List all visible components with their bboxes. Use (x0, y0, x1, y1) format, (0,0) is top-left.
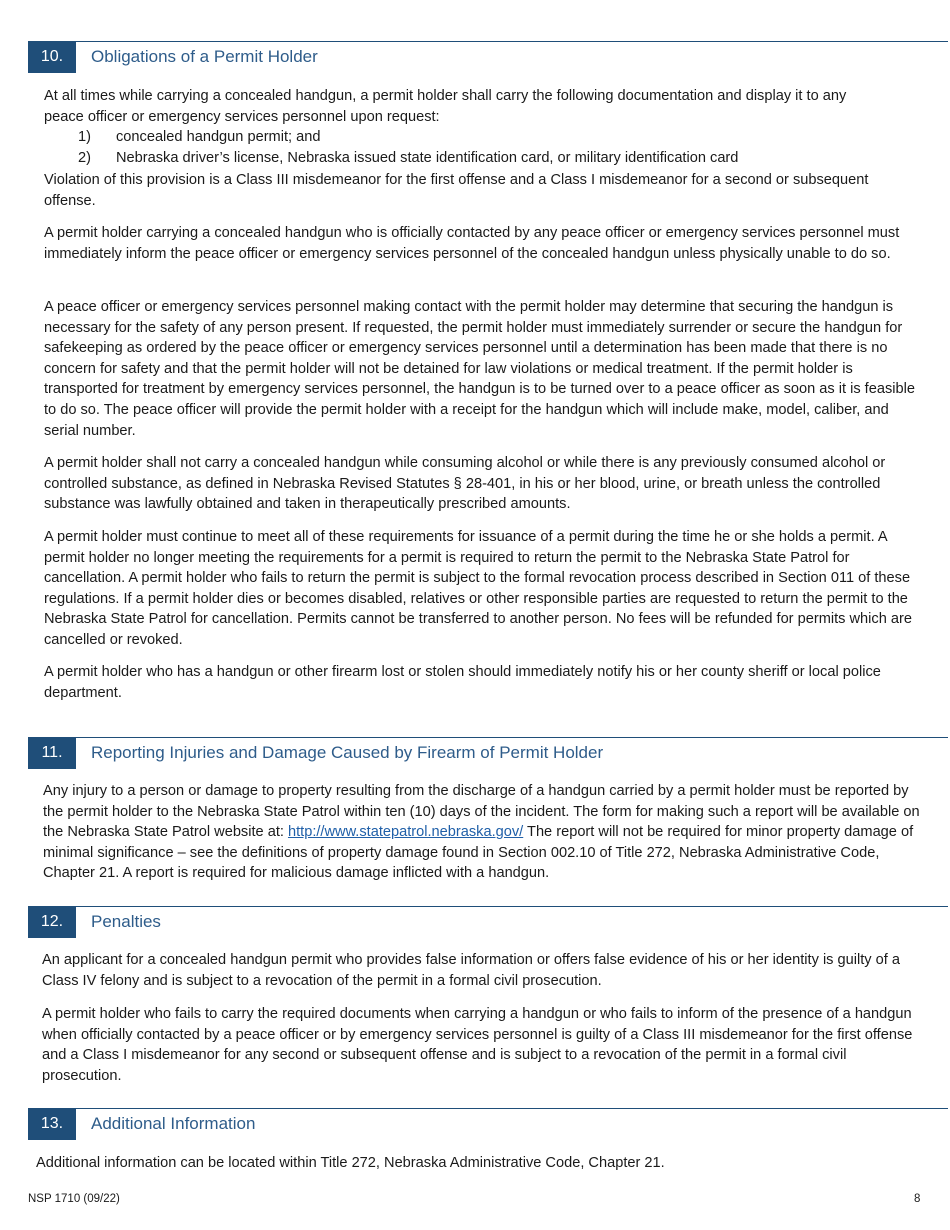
section-12-header (28, 906, 948, 938)
footer-form-number: NSP 1710 (09/22) (28, 1193, 120, 1205)
list-item-number: 1) (78, 129, 91, 145)
state-patrol-website-link[interactable]: http://www.statepatrol.nebraska.gov/ (287, 824, 524, 841)
paragraph-text: The report will not be required for minor property damage of minimal significance – see the definitions of property damage found in Section 002.10 of Title 272, Nebraska Administrative Code, Chapter 21. A report is required for malicious damage inflicted with a handgun. (43, 824, 914, 882)
section-title: Obligations of a Permit Holder (91, 47, 318, 66)
paragraph: Additional information can be located within Title 272, Nebraska Administrative Code, Chapter 21. (36, 1155, 665, 1171)
section-10-header (28, 41, 948, 73)
section-10-intro: At all times while carrying a concealed handgun, a permit holder shall carry the following documentation and display it to any peace officer or emergency services personnel upon request: (44, 88, 847, 125)
section-title: Reporting Injuries and Damage Caused by Firearm of Permit Holder (91, 743, 604, 762)
paragraph: A permit holder who fails to carry the required documents when carrying a handgun or who fails to inform of the presence of a handgun when officially contacted by a peace officer or by emergency services personnel is guilty of a Class III misdemeanor for the first offense and a Class I misdemeanor for any second or subsequent offense and is subject to a revocation of the permit in a formal civil prosecution. (42, 1006, 913, 1084)
section-13-header (28, 1108, 948, 1140)
paragraph: A permit holder carrying a concealed handgun who is officially contacted by any peace officer or emergency services personnel must immediately inform the peace officer or emergency services personnel of the concealed handgun unless physically unable to do so. (44, 225, 900, 262)
section-title: Additional Information (91, 1114, 256, 1133)
paragraph: A permit holder must continue to meet all of these requirements for issuance of a permit during the time he or she holds a permit. A permit holder no longer meeting the requirements for a permit is required to return the permit to the Nebraska State Patrol for cancellation. A permit holder who fails to return the permit is subject to the formal revocation process described in Section 011 of these regulations. If a permit holder dies or becomes disabled, relatives or other responsible parties are requested to return the permit to the Nebraska State Patrol for cancellation. Permits cannot be transferred to another person. No fees will be refunded for permits which are cancelled or revoked. (44, 529, 912, 648)
footer-page-number: 8 (914, 1193, 921, 1205)
section-number: 11. (28, 737, 76, 769)
list-item-text: Nebraska driver’s license, Nebraska issued state identification card, or military identification card (116, 149, 739, 166)
section-11-paragraph (43, 781, 923, 884)
paragraph: An applicant for a concealed handgun permit who provides false information or offers false evidence of his or her identity is guilty of a Class IV felony and is subject to a revocation of the permit in a formal civil prosecution. (42, 952, 901, 989)
paragraph: A peace officer or emergency services personnel making contact with the permit holder may determine that securing the handgun is necessary for the safety of any person present. If requested, the permit holder must immediately surrender or secure the handgun for safekeeping as ordered by the peace officer or emergency services personnel until a determination has been made that there is no concern for safety and that the permit holder will not be detained for law violations or medical treatment. If the permit holder is transported for treatment by emergency services personnel, the handgun is to be turned over to a peace officer as soon as it is feasible to do so. The peace officer will provide the permit holder with a receipt for the handgun which will include make, model, caliber, and serial number. (44, 299, 915, 439)
section-11-header (28, 737, 948, 769)
paragraph: Violation of this provision is a Class III misdemeanor for the first offense and a Class I misdemeanor for a second or subsequent offense. (44, 172, 869, 209)
section-number: 10. (28, 41, 76, 73)
paragraph: A permit holder shall not carry a concealed handgun while consuming alcohol or while there is any previously consumed alcohol or controlled substance, as defined in Nebraska Revised Statutes § 28-401, in his or her blood, urine, or breath unless the controlled substance was lawfully obtained and taken in therapeutically prescribed amounts. (44, 455, 886, 513)
paragraph: A permit holder who has a handgun or other firearm lost or stolen should immediately notify his or her county sheriff or local police department. (44, 664, 881, 701)
list-item-number: 2) (78, 149, 91, 166)
section-title: Penalties (91, 912, 161, 931)
section-number: 12. (28, 906, 76, 938)
list-item-text: concealed handgun permit; and (116, 129, 321, 145)
list-item (44, 148, 738, 169)
documentation-list (44, 127, 738, 168)
section-number: 13. (28, 1108, 76, 1140)
list-item (44, 127, 738, 148)
paragraph-text: Any injury to a person or damage to property resulting from the discharge of a handgun carried by a permit holder must be reported by the permit holder to the Nebraska State Patrol within ten (10) days of the incident. The form for making such a report will be available on the Nebraska State Patrol website at: (43, 783, 920, 841)
section-rule (28, 906, 948, 907)
